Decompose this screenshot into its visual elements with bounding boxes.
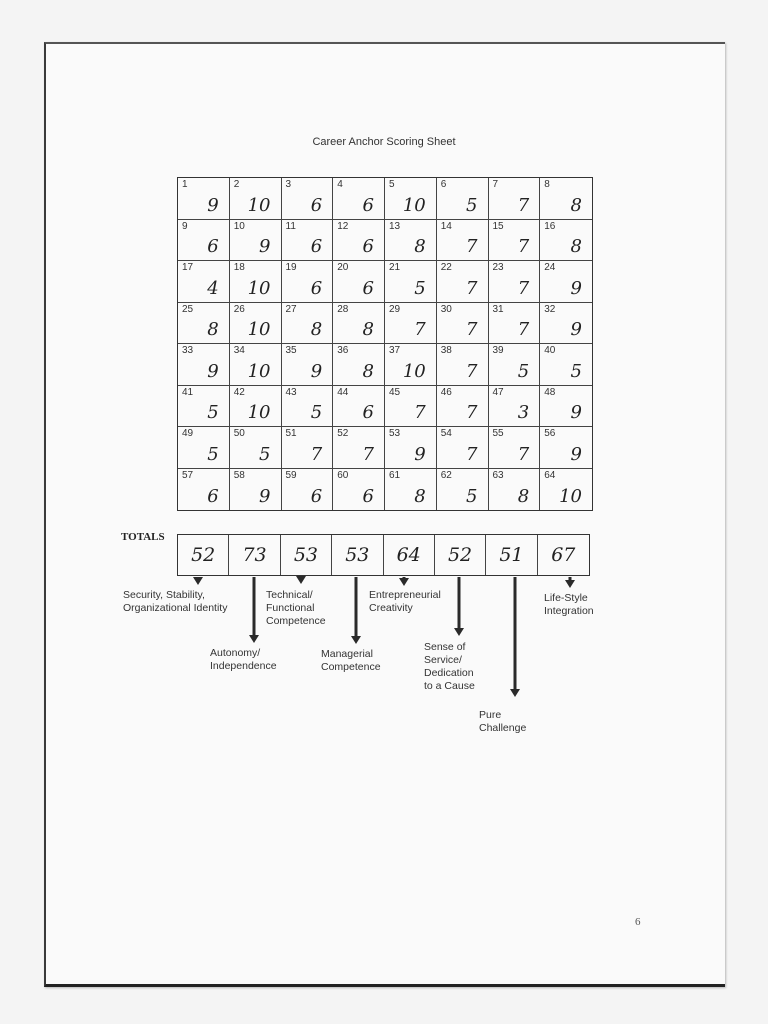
question-number: 43 [285,386,297,398]
handwritten-score: 7 [362,443,374,465]
handwritten-score: 9 [414,443,426,465]
total-cell: 52 [435,535,486,575]
question-number: 8 [544,179,550,190]
question-number: 3 [285,179,292,190]
handwritten-score: 7 [466,236,478,257]
question-number: 46 [440,386,452,398]
question-number: 39 [492,345,504,356]
question-number: 61 [389,469,401,481]
totals-label: TOTALS [121,531,165,543]
arrow-head [510,689,520,697]
question-number: 34 [233,345,245,356]
arrow-head [249,635,259,643]
question-number: 4 [337,179,343,190]
arrow-head [193,577,203,585]
arrow-head [565,580,575,588]
question-number: 56 [544,428,556,439]
question-number: 55 [492,428,504,439]
handwritten-score: 8 [570,194,582,216]
question-number: 13 [389,220,401,232]
handwritten-score: 6 [362,486,374,507]
question-number: 28 [337,303,349,315]
question-number: 35 [285,345,297,356]
handwritten-score: 4 [207,277,219,299]
handwritten-score: 9 [570,402,582,423]
question-number: 41 [182,386,194,398]
handwritten-score: 7 [466,277,478,299]
handwritten-score: 10 [402,360,426,382]
handwritten-score: 8 [414,236,426,257]
handwritten-score: 5 [207,402,219,423]
handwritten-score: 8 [362,360,374,382]
question-number: 27 [285,303,297,315]
question-number: 22 [440,262,452,273]
question-number: 47 [492,386,504,398]
question-number: 50 [233,428,245,439]
handwritten-score: 6 [362,236,374,257]
question-number: 54 [440,428,452,439]
handwritten-score: 9 [207,194,219,216]
question-number: 37 [389,345,401,356]
question-number: 16 [544,220,556,232]
total-cell: 51 [486,535,537,575]
handwritten-score: 5 [570,360,582,382]
handwritten-score: 9 [570,443,582,465]
question-number: 17 [182,262,194,273]
total-cell: 53 [332,535,383,575]
question-number: 11 [285,220,296,232]
handwritten-score: 7 [466,319,478,340]
anchor-label-lifestyle: Life-Style Integration [544,592,594,617]
handwritten-score: 6 [207,236,219,257]
handwritten-score: 8 [517,486,530,507]
question-number: 64 [544,469,556,481]
handwritten-score: 10 [247,194,271,216]
arrow-head [296,576,306,584]
anchor-label-entrepreneurial: Entrepreneurial Creativity [369,589,441,614]
anchor-label-security: Security, Stability, Organizational Identity [123,589,228,614]
total-cell: 53 [281,535,332,575]
anchor-label-autonomy: Autonomy/ Independence [210,647,277,672]
question-number: 62 [440,469,452,481]
handwritten-score: 7 [414,402,426,423]
handwritten-score: 9 [570,277,582,299]
handwritten-score: 9 [570,319,582,340]
page-number: 6 [635,916,641,928]
question-number: 9 [182,220,188,232]
question-number: 6 [440,179,447,190]
question-number: 29 [389,303,401,315]
anchor-label-challenge: Pure Challenge [479,709,527,734]
question-number: 2 [233,179,240,190]
sheet-title: Career Anchor Scoring Sheet [312,136,456,148]
handwritten-score: 5 [466,194,478,216]
handwritten-score: 5 [259,443,271,465]
question-number: 32 [544,303,556,315]
question-number: 15 [492,220,504,232]
question-number: 12 [337,220,349,232]
handwritten-score: 8 [207,319,219,340]
handwritten-score: 7 [466,443,478,465]
question-number: 42 [233,386,245,398]
question-number: 36 [337,345,349,356]
handwritten-score: 9 [310,360,323,382]
handwritten-score: 7 [517,319,530,340]
question-number: 48 [544,386,556,398]
handwritten-score: 5 [414,277,426,299]
handwritten-score: 8 [310,319,323,340]
handwritten-score: 8 [362,319,374,340]
arrow-head [399,578,409,586]
anchor-label-managerial: Managerial Competence [321,648,381,673]
handwritten-score: 7 [517,236,530,257]
total-cell: 64 [384,535,435,575]
question-number: 38 [440,345,452,356]
question-number: 40 [544,345,556,356]
question-number: 44 [337,386,349,398]
handwritten-score: 10 [559,486,582,507]
question-number: 60 [337,469,349,481]
handwritten-score: 6 [362,194,374,216]
question-number: 31 [492,303,504,315]
handwritten-score: 6 [310,194,323,216]
question-number: 53 [389,428,401,439]
handwritten-score: 5 [517,360,530,382]
handwritten-score: 10 [402,194,426,216]
total-cell: 73 [229,535,280,575]
handwritten-score: 10 [247,360,271,382]
handwritten-score: 7 [517,443,530,465]
question-number: 45 [389,386,401,398]
question-number: 24 [544,262,556,273]
handwritten-score: 7 [466,360,478,382]
anchor-label-technical: Technical/ Functional Competence [266,589,326,627]
handwritten-score: 7 [414,319,426,340]
handwritten-score: 10 [247,277,271,299]
handwritten-score: 6 [310,486,323,507]
question-number: 52 [337,428,349,439]
question-number: 49 [182,428,194,439]
question-number: 5 [389,179,395,190]
question-number: 26 [233,303,245,315]
question-number: 20 [337,262,349,273]
handwritten-score: 10 [247,402,271,423]
question-number: 25 [182,303,194,315]
question-number: 23 [492,262,504,273]
handwritten-score: 10 [247,319,271,340]
handwritten-score: 5 [310,402,323,423]
handwritten-score: 6 [362,402,374,423]
handwritten-score: 6 [310,236,323,257]
question-number: 10 [233,220,245,232]
question-number: 18 [233,262,245,273]
handwritten-score: 3 [517,402,530,423]
question-number: 1 [182,179,188,190]
question-number: 30 [440,303,452,315]
handwritten-score: 8 [414,486,426,507]
question-number: 21 [389,262,401,273]
handwritten-score: 6 [310,277,323,299]
handwritten-score: 6 [207,486,219,507]
question-number: 7 [492,179,499,190]
handwritten-score: 7 [517,194,530,216]
handwritten-score: 9 [207,360,219,382]
handwritten-score: 6 [362,277,374,299]
question-number: 63 [492,469,504,481]
question-number: 59 [285,469,297,481]
question-number: 51 [285,428,297,439]
question-number: 19 [285,262,297,273]
arrow-head [351,636,361,644]
question-number: 57 [182,469,194,481]
total-cell: 67 [551,544,576,566]
handwritten-score: 5 [207,443,219,465]
handwritten-score: 7 [517,277,530,299]
handwritten-score: 5 [466,486,478,507]
total-cell: 52 [178,535,229,575]
handwritten-score: 8 [570,236,582,257]
anchor-label-service: Sense of Service/ Dedication to a Cause [424,641,475,692]
handwritten-score: 9 [259,236,271,257]
question-number: 14 [440,220,452,232]
question-number: 33 [182,345,194,356]
question-number: 58 [233,469,245,481]
handwritten-score: 7 [310,443,323,465]
handwritten-score: 7 [466,402,478,423]
handwritten-score: 9 [259,486,271,507]
arrow-head [454,628,464,636]
